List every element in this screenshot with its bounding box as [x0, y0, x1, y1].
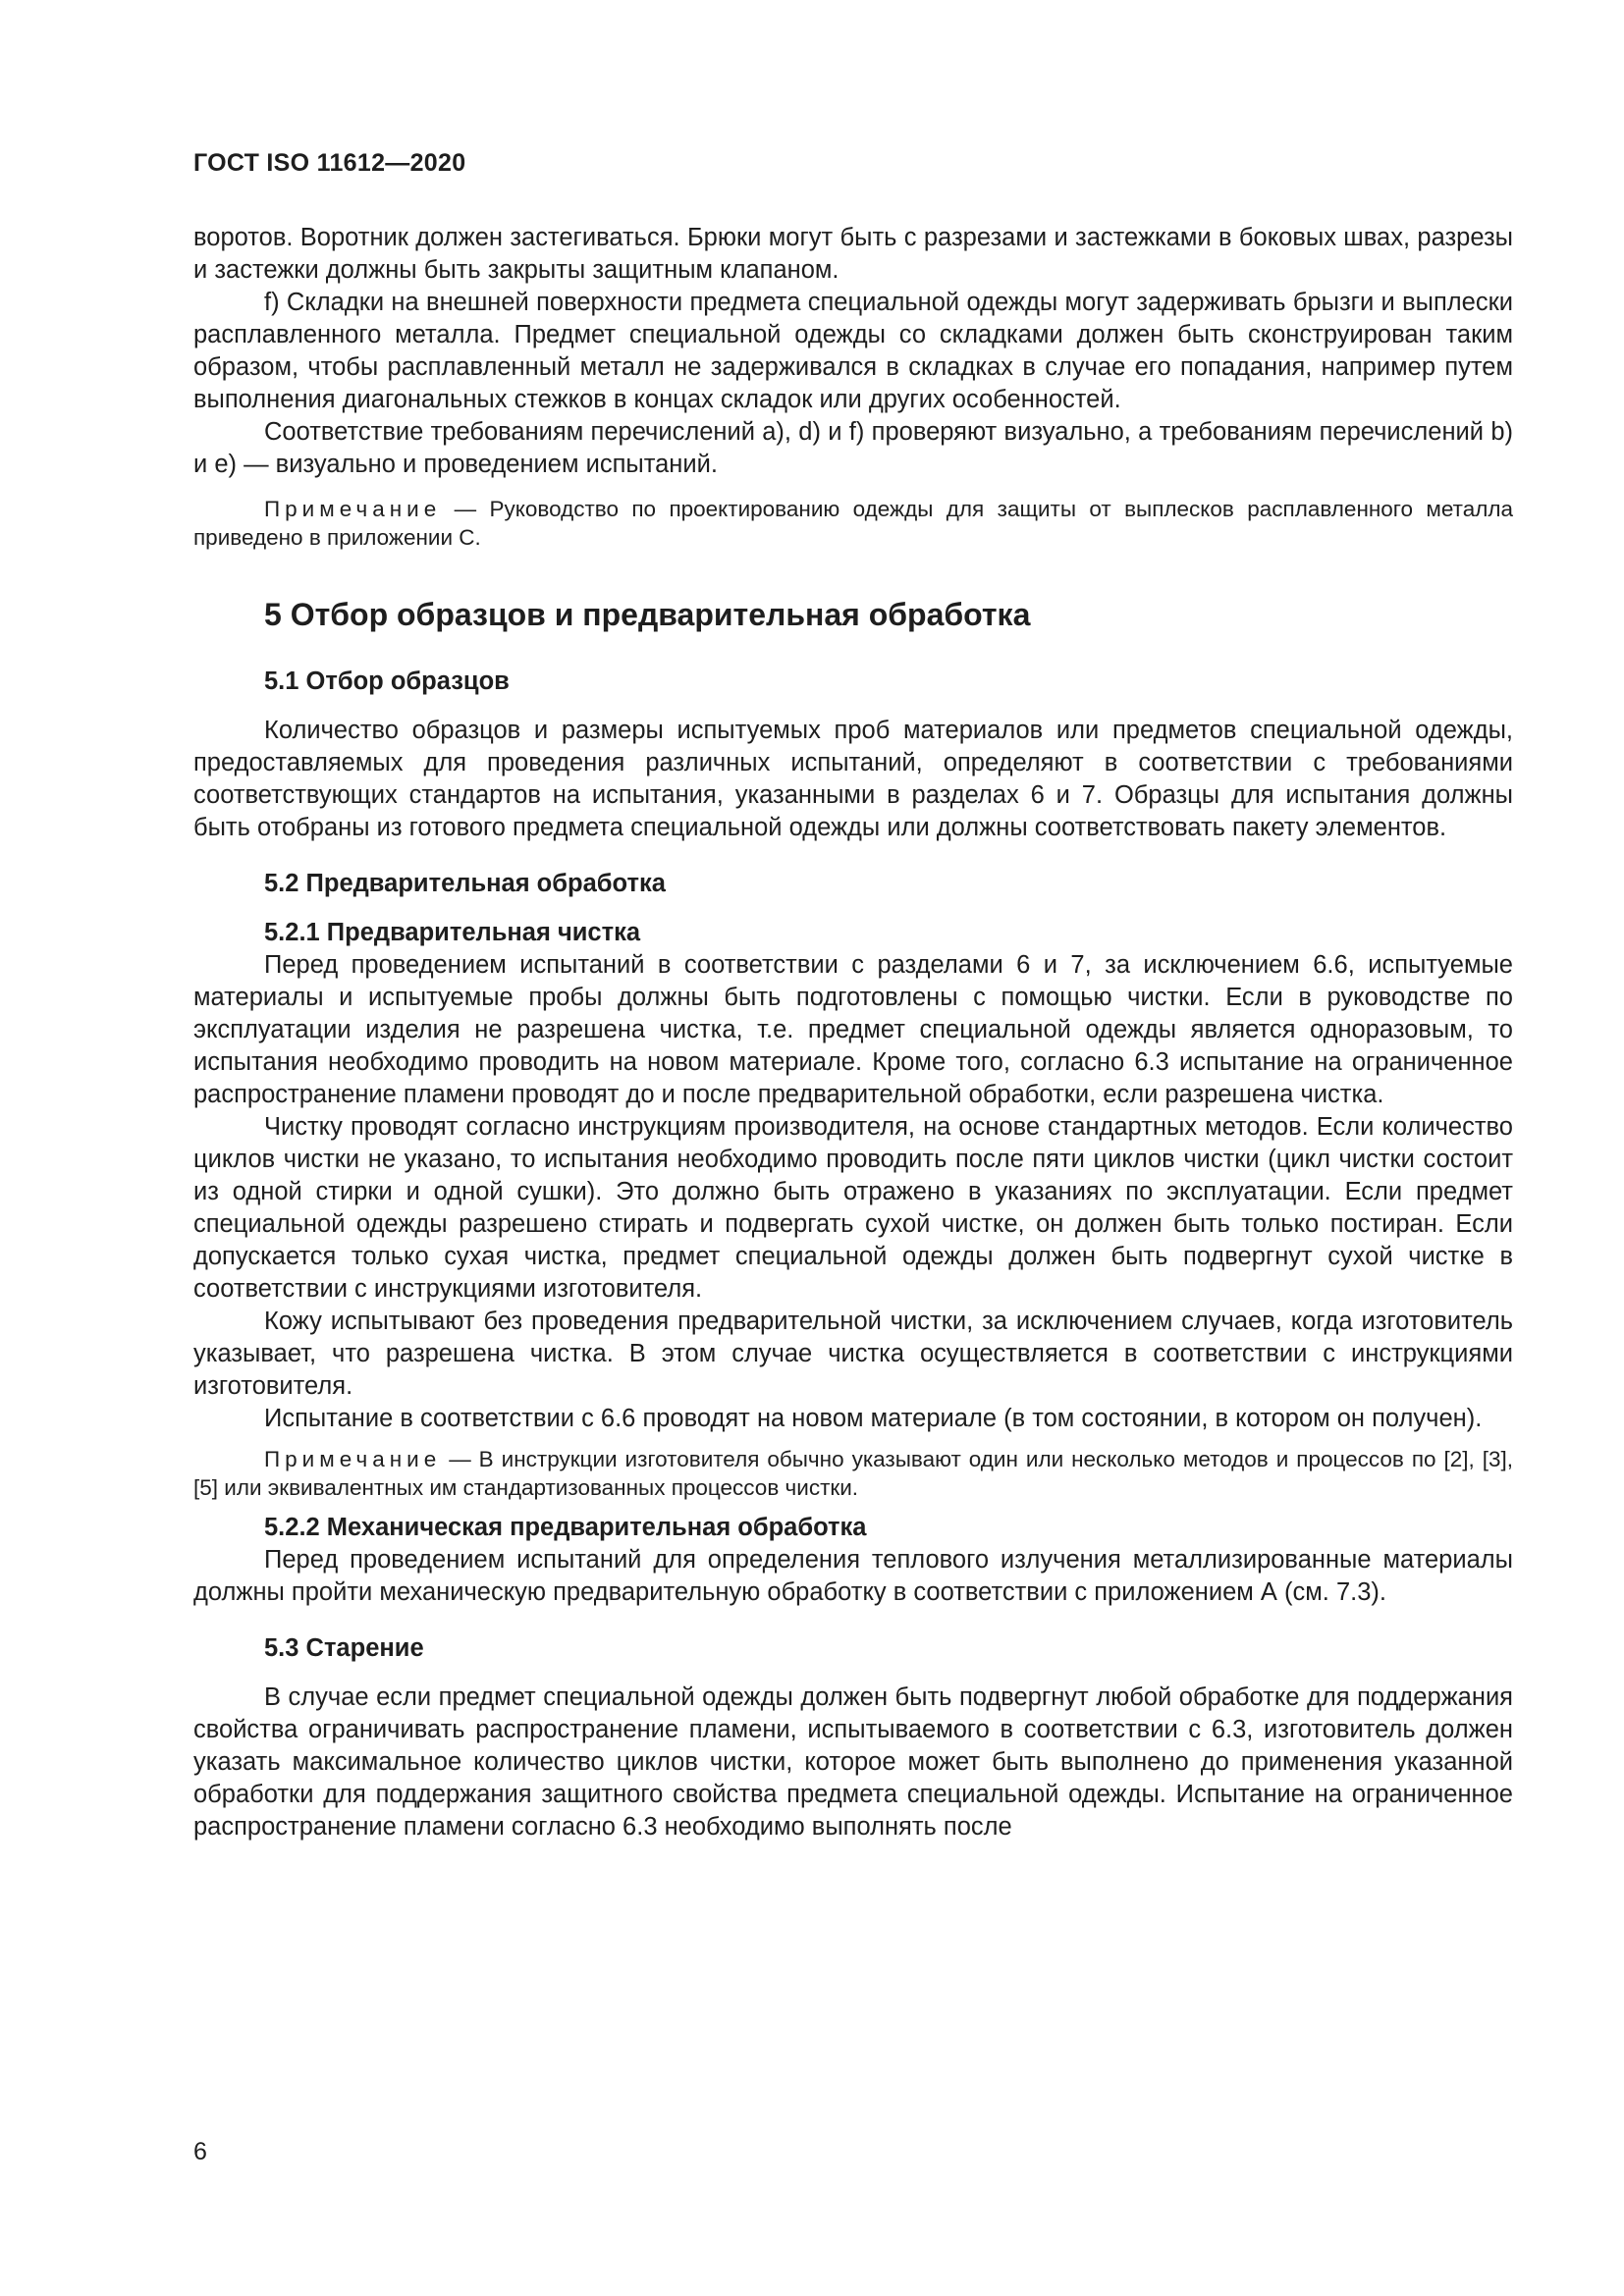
paragraph-new-material: Испытание в соответствии с 6.6 проводят на новом материале (в том состоянии, в котором он получен).	[264, 1405, 1483, 1432]
paragraph-ageing: В случае если предмет специальной одежды должен быть подвергнут любой обработке для поддержания свойства ограничивать распространение пламени, испытываемого в соответствии с 6.3, изготовитель должен указать максимальное количество циклов чистки, которое может быть выполнено до применения указанной обработки для поддержания защитного свойства предмета специальной одежды. Испытание на ограниченное распространение пламени согласно 6.3 необходимо выполнять после	[193, 1683, 1513, 1841]
paragraph-item-f: f) Складки на внешней поверхности предмета специальной одежды могут задерживать брызги и выплески расплавленного металла. Предмет специальной одежды со складками должен быть сконструирован таким образом, чтобы расплавленный металл не задерживался в складках в случае его попадания, например путем выполнения диагональных стежков в концах складок или других особенностей.	[193, 289, 1513, 413]
paragraph-leather: Кожу испытывают без проведения предварительной чистки, за исключением случаев, когда изготовитель указывает, что разрешена чистка. В этом случае чистка осуществляется в соответствии с инструкциями изготовителя.	[193, 1308, 1513, 1400]
section-heading-5: 5 Отбор образцов и предварительная обработка	[264, 597, 1031, 632]
note-1	[193, 495, 1513, 552]
note-text: — В инструкции изготовителя обычно указывают один или несколько методов и процессов по [2], [3], [5] или эквивалентных им стандартизованных процессов чистки.	[193, 1447, 1513, 1500]
paragraph-mechanical-pretreatment: Перед проведением испытаний для определения теплового излучения металлизированные материалы должны пройти механическую предварительную обработку в соответствии с приложением А (см. 7.3).	[193, 1546, 1513, 1606]
page-number: 6	[193, 2138, 207, 2165]
note-label: Примечание	[264, 497, 442, 521]
subsection-heading-5-2: 5.2 Предварительная обработка	[264, 870, 666, 897]
subsection-heading-5-2-2: 5.2.2 Механическая предварительная обработка	[264, 1514, 867, 1541]
note-text: — Руководство по проектированию одежды для защиты от выплесков расплавленного металла приведено в приложении С.	[193, 497, 1513, 550]
document-body	[193, 222, 1513, 1843]
paragraph-continuation: воротов. Воротник должен застегиваться. Брюки могут быть с разрезами и застежками в боковых швах, разрезы и застежки должны быть закрыты защитным клапаном.	[193, 224, 1513, 284]
paragraph-conformity: Соответствие требованиям перечислений а), d) и f) проверяют визуально, а требованиям перечислений b) и е) — визуально и проведением испытаний.	[193, 418, 1513, 478]
paragraph-cleaning-procedure: Чистку проводят согласно инструкциям производителя, на основе стандартных методов. Если количество циклов чистки не указано, то испытания необходимо проводить после пяти циклов чистки (цикл чистки состоит из одной стирки и одной сушки). Это должно быть отражено в указаниях по эксплуатации. Если предмет специальной одежды разрешено стирать и подвергать сухой чистке, он должен быть только постиран. Если допускается только сухая чистка, предмет специальной одежды должен быть подвергнут сухой чистке в соответствии с инструкциями изготовителя.	[193, 1113, 1513, 1303]
note-label: Примечание	[264, 1447, 442, 1471]
subsection-heading-5-3: 5.3 Старение	[264, 1634, 424, 1662]
subsection-heading-5-2-1: 5.2.1 Предварительная чистка	[264, 919, 641, 946]
paragraph-sampling: Количество образцов и размеры испытуемых проб материалов или предметов специальной одежды, предоставляемых для проведения различных испытаний, определяют в соответствии с требованиями соответствующих стандартов на испытания, указанными в разделах 6 и 7. Образцы для испытания должны быть отобраны из готового предмета специальной одежды или должны соответствовать пакету элементов.	[193, 717, 1513, 841]
paragraph-precleaning: Перед проведением испытаний в соответствии с разделами 6 и 7, за исключением 6.6, испытуемые материалы и испытуемые пробы должны быть подготовлены с помощью чистки. Если в руководстве по эксплуатации изделия не разрешена чистка, т.е. предмет специальной одежды является одноразовым, то испытания необходимо проводить на новом материале. Кроме того, согласно 6.3 испытание на ограниченное распространение пламени проводят до и после предварительной обработки, если разрешена чистка.	[193, 951, 1513, 1108]
note-2	[193, 1445, 1513, 1502]
subsection-heading-5-1: 5.1 Отбор образцов	[264, 667, 510, 695]
document-header: ГОСТ ISO 11612—2020	[193, 149, 466, 177]
